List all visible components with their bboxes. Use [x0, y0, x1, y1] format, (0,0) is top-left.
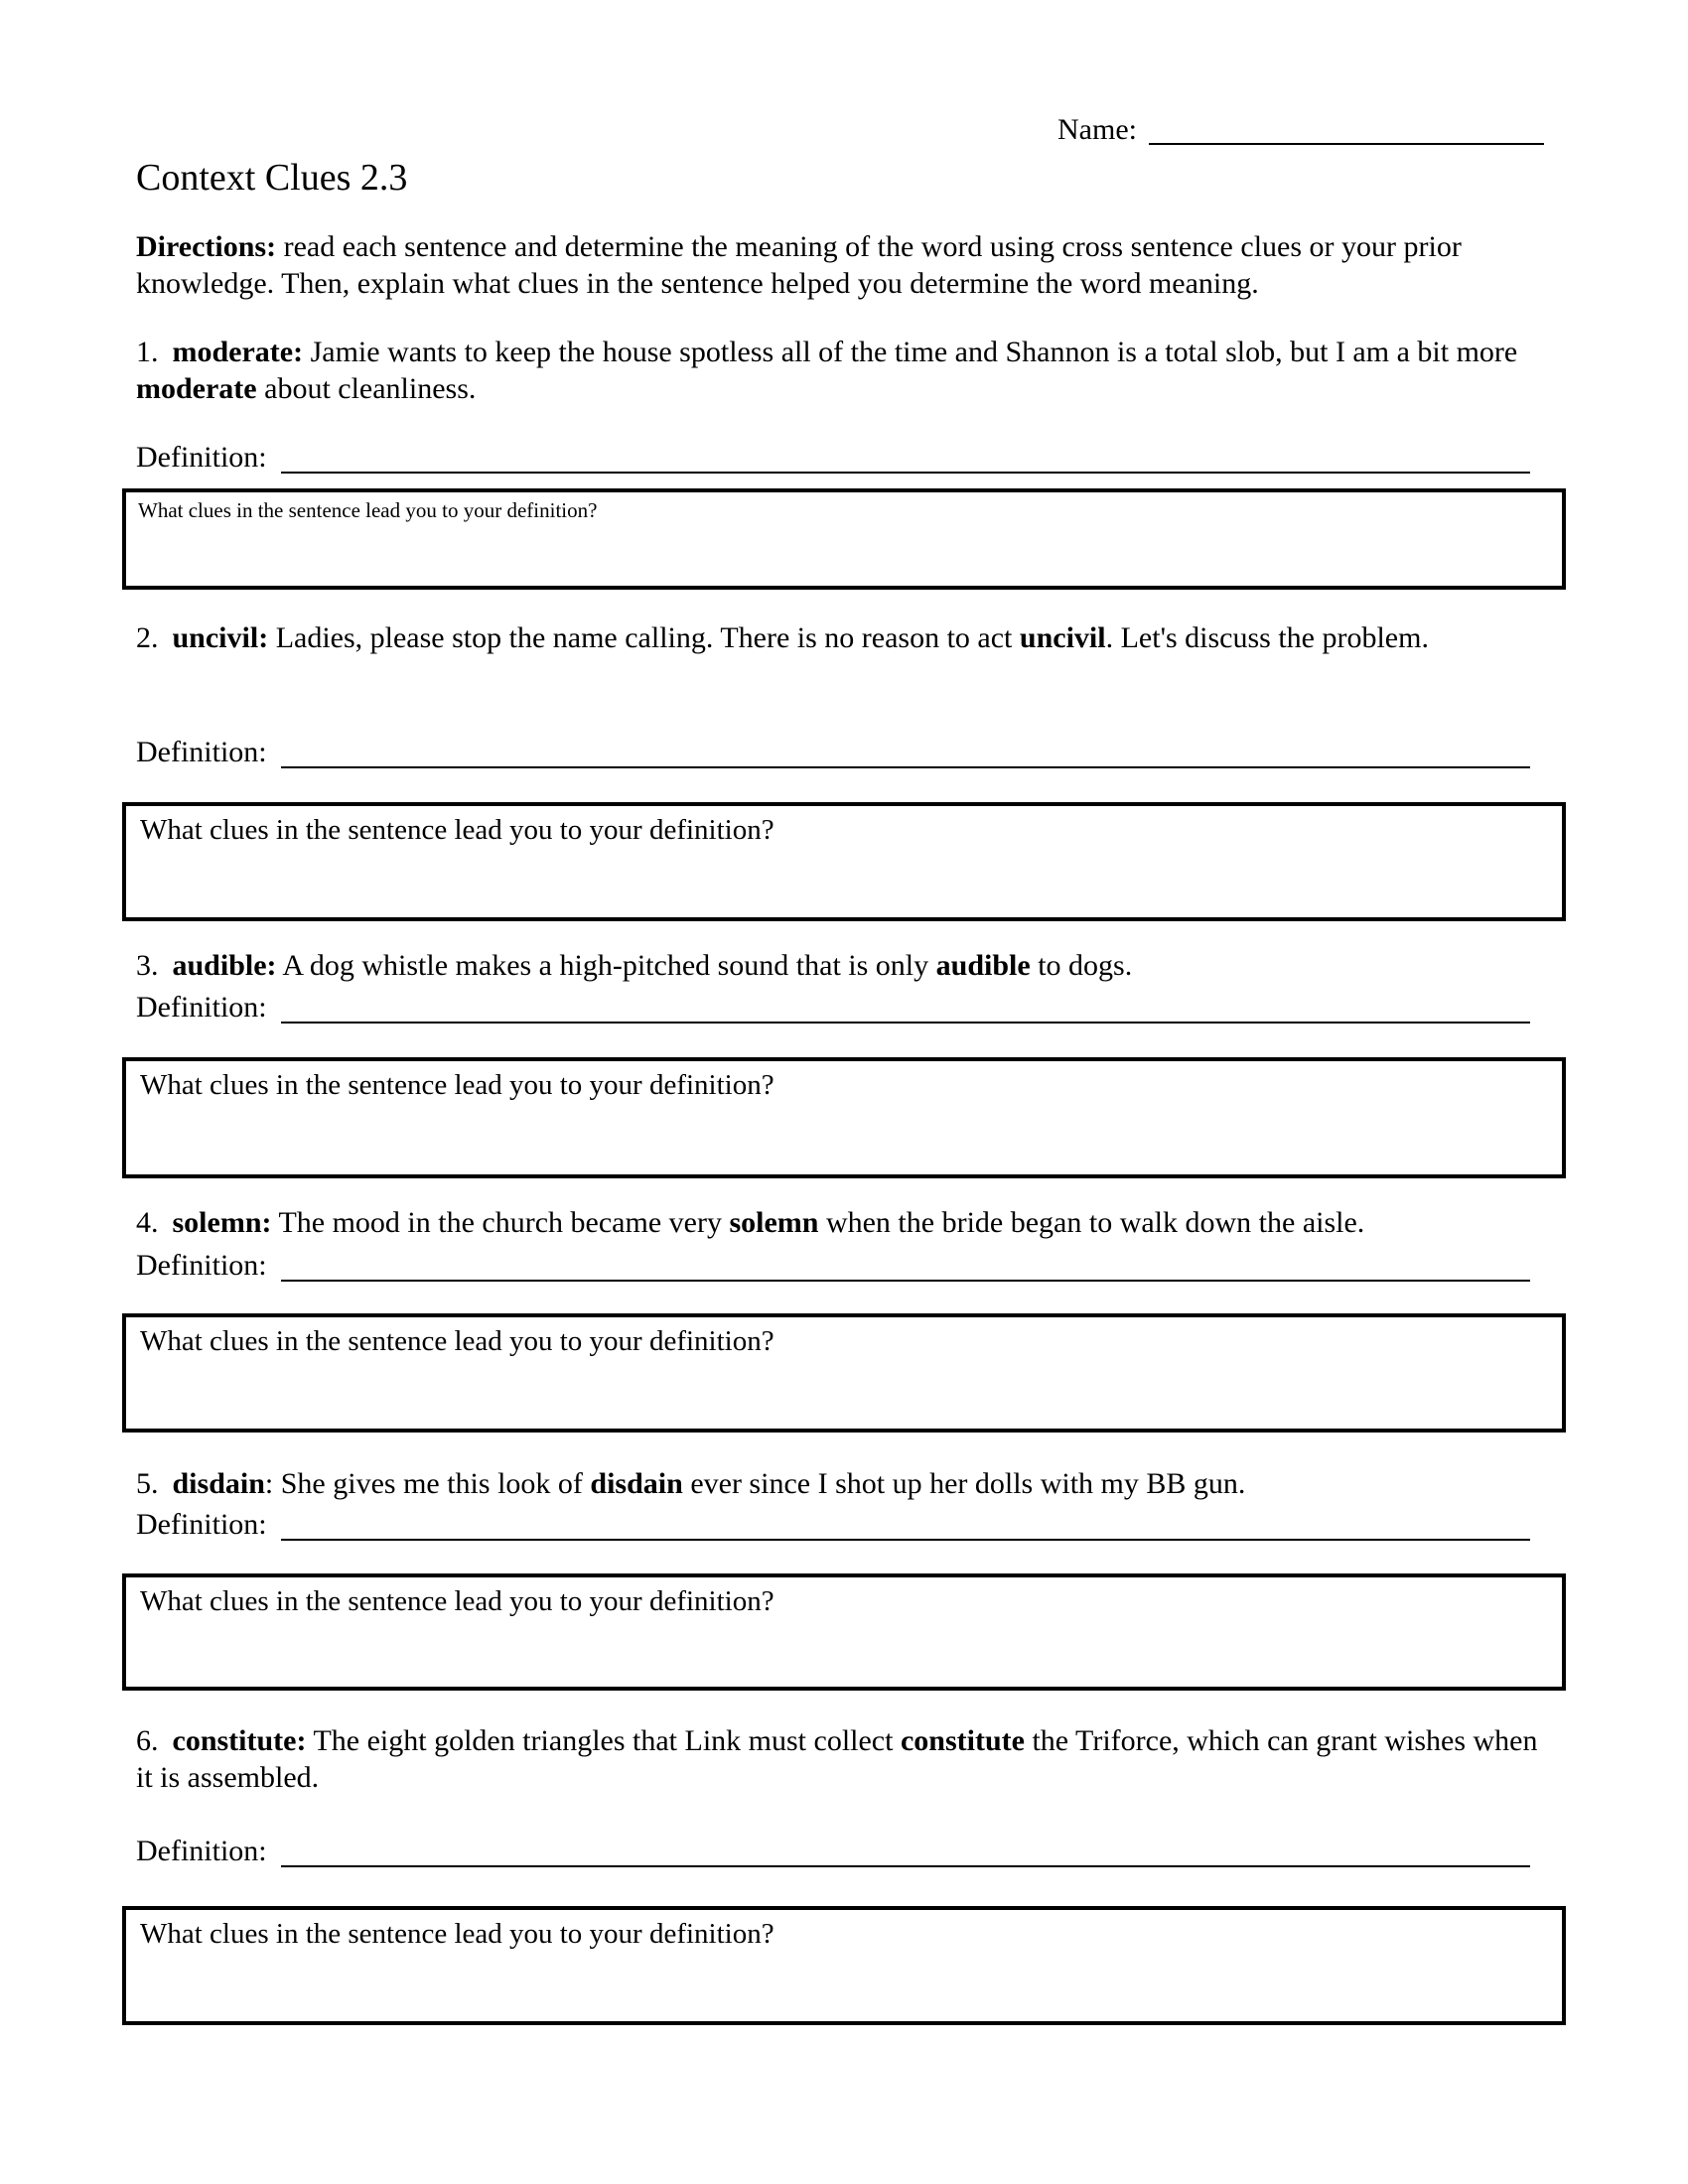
question-2-bold-word: uncivil — [1019, 621, 1106, 654]
definition-blank-line — [281, 444, 1530, 474]
name-blank-line — [1149, 115, 1544, 145]
question-3-text-before: A dog whistle makes a high-pitched sound that is only — [276, 949, 936, 982]
question-1-clue-box — [122, 488, 1566, 590]
question-6-word: constitute: — [172, 1724, 307, 1757]
question-6-text-after: the Triforce, which can grant wishes when it is assembled. — [136, 1724, 1538, 1794]
definition-blank-line — [281, 739, 1530, 768]
question-5-word: disdain — [172, 1467, 265, 1500]
question-3-text-after: to dogs. — [1030, 949, 1133, 982]
question-5-word-sep: : — [264, 1467, 274, 1500]
question-2-text-before: Ladies, please stop the name calling. There is no reason to act — [268, 621, 1020, 654]
clue-prompt: What clues in the sentence lead you to your definition? — [140, 1585, 774, 1617]
question-4-text-before: The mood in the church became very — [271, 1206, 730, 1239]
question-4-bold-word: solemn — [729, 1206, 819, 1239]
question-2-number: 2. — [136, 621, 159, 654]
question-6-clue-box — [122, 1906, 1566, 2025]
clue-prompt: What clues in the sentence lead you to your definition? — [138, 498, 598, 522]
definition-label: Definition: — [136, 736, 267, 768]
question-6-text-before: The eight golden triangles that Link must collect — [306, 1724, 901, 1757]
name-label: Name: — [1057, 113, 1137, 146]
question-6-bold-word: constitute — [900, 1724, 1025, 1757]
question-4-definition-row — [136, 1247, 1538, 1284]
question-3-number: 3. — [136, 949, 159, 982]
name-row — [1057, 111, 1544, 148]
question-3-sentence — [136, 947, 1541, 984]
question-4-word: solemn: — [172, 1206, 272, 1239]
directions — [136, 228, 1541, 302]
question-6-sentence — [136, 1722, 1541, 1796]
page-title: Context Clues 2.3 — [136, 157, 408, 199]
question-2-word: uncivil: — [172, 621, 269, 654]
definition-label: Definition: — [136, 991, 267, 1024]
question-5-clue-box — [122, 1573, 1566, 1691]
question-2-definition-row — [136, 734, 1538, 770]
definition-label: Definition: — [136, 1508, 267, 1541]
question-1-text-before: Jamie wants to keep the house spotless all of the time and Shannon is a total slob, but I am a bit more — [303, 336, 1518, 368]
question-1-definition-row — [136, 439, 1538, 476]
definition-blank-line — [281, 1838, 1530, 1867]
definition-label: Definition: — [136, 1249, 267, 1282]
question-1-word: moderate: — [172, 336, 304, 368]
question-3-word: audible: — [172, 949, 277, 982]
clue-prompt: What clues in the sentence lead you to your definition? — [140, 1325, 774, 1357]
directions-text: read each sentence and determine the meaning of the word using cross sentence clues or your prior knowledge. Then, explain what clues in the sentence helped you determine the word meaning. — [136, 230, 1462, 300]
question-4-number: 4. — [136, 1206, 159, 1239]
definition-blank-line — [281, 994, 1530, 1024]
clue-prompt: What clues in the sentence lead you to your definition? — [140, 814, 774, 846]
question-5-text-after: ever since I shot up her dolls with my BB gun. — [682, 1467, 1246, 1500]
question-6-number: 6. — [136, 1724, 159, 1757]
question-3-definition-row — [136, 989, 1538, 1025]
question-1-sentence — [136, 334, 1541, 407]
question-5-text-before: She gives me this look of — [273, 1467, 591, 1500]
definition-blank-line — [281, 1252, 1530, 1282]
question-1-bold-word: moderate — [136, 372, 257, 405]
clue-prompt: What clues in the sentence lead you to your definition? — [140, 1918, 774, 1950]
question-4-sentence — [136, 1204, 1541, 1241]
definition-label: Definition: — [136, 441, 267, 474]
question-4-text-after: when the bride began to walk down the aisle. — [818, 1206, 1365, 1239]
definition-blank-line — [281, 1511, 1530, 1541]
question-2-text-after: . Let's discuss the problem. — [1105, 621, 1429, 654]
directions-label: Directions: — [136, 230, 277, 263]
question-5-sentence — [136, 1465, 1541, 1502]
question-5-definition-row — [136, 1506, 1538, 1543]
definition-label: Definition: — [136, 1835, 267, 1867]
question-4-clue-box — [122, 1313, 1566, 1433]
question-3-clue-box — [122, 1057, 1566, 1178]
question-3-bold-word: audible — [935, 949, 1031, 982]
question-1-number: 1. — [136, 336, 159, 368]
clue-prompt: What clues in the sentence lead you to your definition? — [140, 1069, 774, 1101]
question-2-clue-box — [122, 802, 1566, 921]
question-5-bold-word: disdain — [590, 1467, 683, 1500]
question-5-number: 5. — [136, 1467, 159, 1500]
question-6-definition-row — [136, 1833, 1538, 1869]
question-1-text-after: about cleanliness. — [256, 372, 477, 405]
question-2-sentence — [136, 619, 1541, 656]
